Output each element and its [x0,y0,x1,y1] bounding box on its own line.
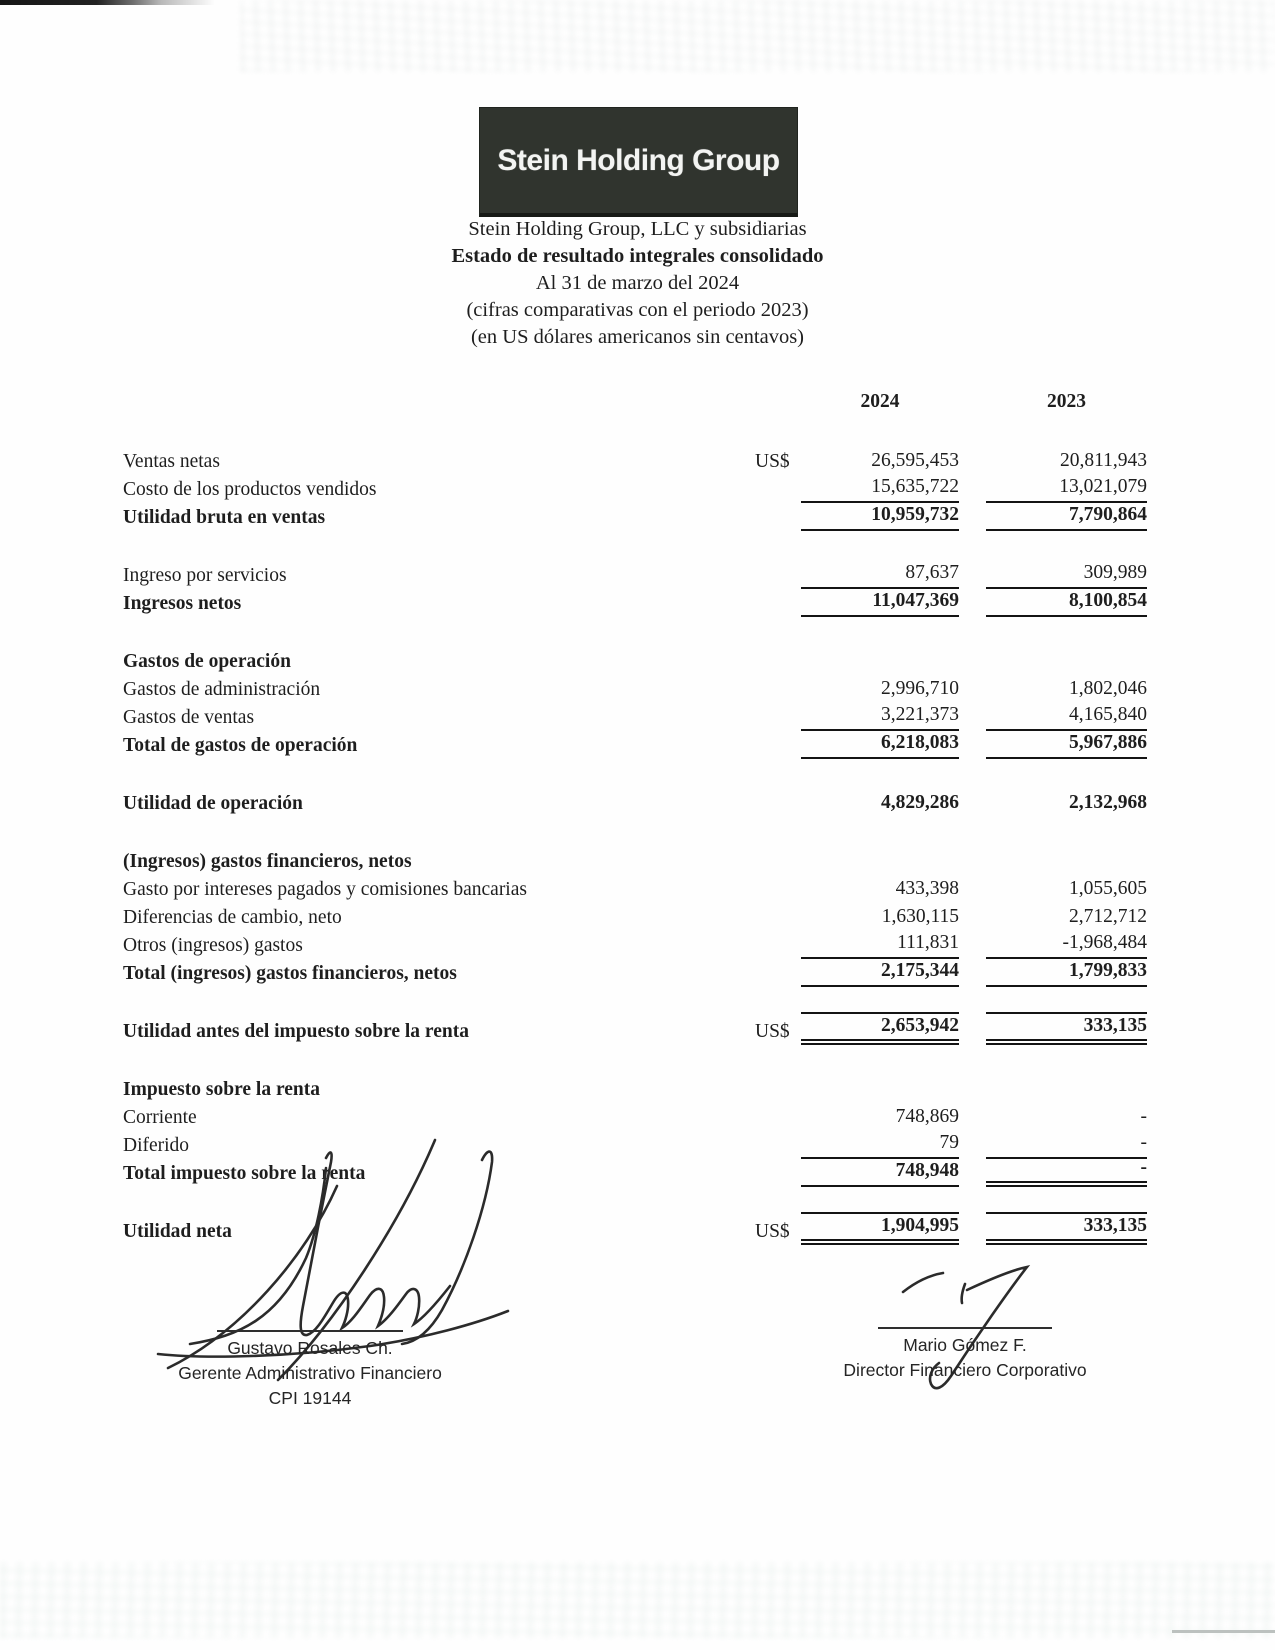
row-label: Diferencias de cambio, neto [123,907,342,928]
row-label: Ingresos netos [123,593,242,614]
statement-row [123,903,1147,931]
row-value-2024: 4,829,286 [881,792,959,813]
row-currency-label: US$ [755,451,790,472]
statement-row [123,1017,1147,1045]
row-value-2023: 4,165,840 [986,703,1147,731]
row-label: Impuesto sobre la renta [123,1079,320,1100]
statement-row [123,959,1147,987]
statement-row [123,1217,1147,1245]
section-gap [123,759,1147,789]
header-gap [123,413,1147,447]
row-value-2023 [986,872,1147,875]
row-label: Ingreso por servicios [123,565,287,586]
row-value-2024: 79 [801,1131,959,1159]
row-value-2023: 13,021,079 [986,475,1147,503]
signature-line-left [217,1330,403,1332]
row-value-2023: 1,055,605 [1069,878,1147,899]
statement-row [123,875,1147,903]
statement-row [123,1075,1147,1103]
row-label: Gastos de ventas [123,707,255,728]
section-gap [123,531,1147,561]
row-label: Costo de los productos vendidos [123,479,377,500]
row-value-2024: 6,218,083 [801,731,959,759]
statement-row [123,1131,1147,1159]
statement-row [123,731,1147,759]
section-gap [123,617,1147,647]
row-label: Total impuesto sobre la renta [123,1163,366,1184]
statement-row [123,447,1147,475]
statement-row [123,475,1147,503]
company-logo [479,107,798,217]
row-value-2024: 2,996,710 [881,678,959,699]
row-value-2024 [801,672,959,675]
statement-row [123,589,1147,617]
row-value-2023: 2,712,712 [1069,906,1147,927]
column-header-row [123,385,1147,413]
row-label: Total de gastos de operación [123,735,358,756]
row-label: Gasto por intereses pagados y comisiones bancarias [123,879,527,900]
row-currency-label: US$ [755,1021,790,1042]
row-label: Utilidad neta [123,1221,232,1242]
row-label: Utilidad antes del impuesto sobre la renta [123,1021,469,1042]
row-value-2024 [801,1100,959,1103]
comparative-note: (cifras comparativas con el periodo 2023) [466,299,809,321]
row-value-2024: 111,831 [801,931,959,959]
row-value-2024: 748,869 [895,1106,959,1127]
signature-line-right [878,1327,1052,1329]
signer-cpi-left: CPI 19144 [268,1388,352,1408]
signature-block-left [170,1336,450,1411]
income-statement-table [123,385,1147,1245]
row-value-2024: 15,635,722 [801,475,959,503]
row-value-2024: 2,653,942 [801,1012,959,1045]
row-label: Utilidad de operación [123,793,303,814]
statement-row [123,931,1147,959]
row-value-2024 [801,872,959,875]
row-label: (Ingresos) gastos financieros, netos [123,851,412,872]
row-currency-label: US$ [755,1221,790,1242]
row-value-2024: 3,221,373 [801,703,959,731]
signer-title-right: Director Financiero Corporativo [843,1360,1087,1380]
row-value-2024: 2,175,344 [801,959,959,987]
column-header-2024: 2024 [860,391,900,412]
statement-row [123,1103,1147,1131]
statement-row [123,647,1147,675]
row-value-2023: 1,799,833 [986,959,1147,987]
row-value-2024: 87,637 [801,561,959,589]
row-label: Total (ingresos) gastos financieros, netos [123,963,457,984]
section-gap [123,1045,1147,1075]
row-label: Ventas netas [123,451,220,472]
row-value-2024: 1,630,115 [881,906,959,927]
row-label: Otros (ingresos) gastos [123,935,303,956]
scan-mark-bottom-right [1172,1630,1275,1633]
company-name-line: Stein Holding Group, LLC y subsidiarias [468,218,807,240]
row-value-2023 [986,672,1147,675]
row-value-2024: 10,959,732 [801,503,959,531]
row-value-2024: 11,047,369 [801,589,959,617]
signer-name-right: Mario Gómez F. [903,1335,1027,1355]
currency-note: (en US dólares americanos sin centavos) [470,326,804,348]
statement-title: Estado de resultado integrales consolidado [451,245,824,267]
row-value-2023: 5,967,886 [986,731,1147,759]
company-logo-text: Stein Holding Group [497,143,780,177]
row-value-2023: -1,968,484 [986,931,1147,959]
row-value-2023: 333,135 [986,1212,1147,1245]
statement-row [123,789,1147,817]
column-header-2023: 2023 [1047,391,1086,412]
row-value-2023: - [986,1131,1147,1159]
scan-noise-top [240,0,1275,72]
row-value-2023: 8,100,854 [986,589,1147,617]
signer-title-left: Gerente Administrativo Financiero [178,1363,442,1383]
statement-row [123,847,1147,875]
statement-row [123,561,1147,589]
row-label: Utilidad bruta en ventas [123,507,326,528]
statement-rows [123,447,1147,1245]
document-heading [0,216,1275,351]
row-value-2023: - [986,1156,1147,1187]
row-label: Gastos de administración [123,679,321,700]
signer-name-left: Gustavo Rosales Ch. [227,1338,393,1358]
row-value-2023: 1,802,046 [1069,678,1147,699]
statement-row [123,503,1147,531]
section-gap [123,817,1147,847]
row-value-2023 [986,1100,1147,1103]
statement-row [123,703,1147,731]
signature-block-right [835,1333,1095,1383]
row-label: Corriente [123,1107,197,1128]
statement-date-line: Al 31 de marzo del 2024 [535,272,740,294]
statement-row [123,1159,1147,1187]
row-value-2024: 433,398 [895,878,959,899]
row-value-2024: 748,948 [801,1159,959,1187]
row-value-2023: 20,811,943 [1059,450,1147,471]
row-value-2023: 309,989 [986,561,1147,589]
row-value-2024: 26,595,453 [871,450,959,471]
scan-noise-bottom [0,1562,1275,1638]
row-value-2023: 2,132,968 [1069,792,1147,813]
row-value-2024: 1,904,995 [801,1212,959,1245]
scan-streak-artifact [0,0,215,5]
row-value-2023: 7,790,864 [986,503,1147,531]
row-label: Diferido [123,1135,190,1156]
statement-row [123,675,1147,703]
row-value-2023: - [1140,1106,1147,1127]
row-value-2023: 333,135 [986,1012,1147,1045]
row-label: Gastos de operación [123,651,291,672]
